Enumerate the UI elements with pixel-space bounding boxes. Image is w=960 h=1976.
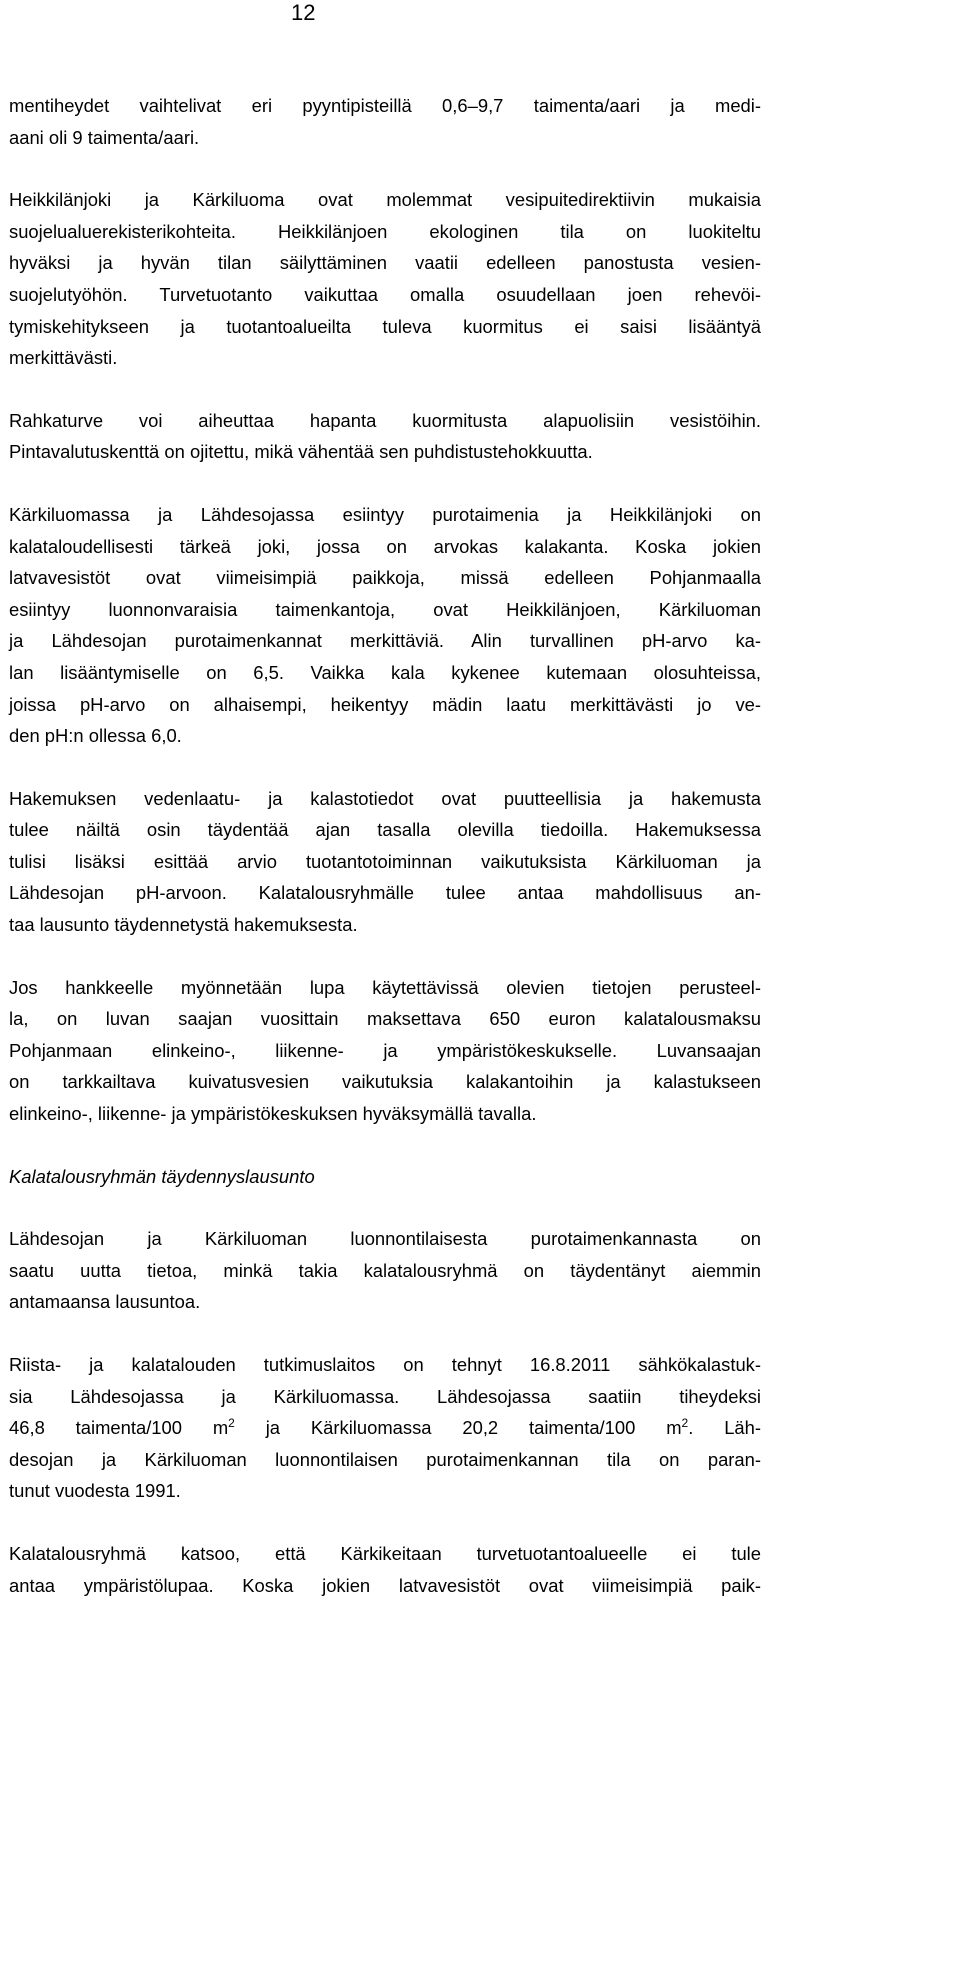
paragraph [9, 499, 761, 752]
text-line: antaa ympäristölupaa. Koska jokien latvavesistöt ovat viimeisimpiä paik- [9, 1574, 761, 1596]
text-line [9, 1412, 761, 1444]
text-line: Riista- ja kalatalouden tutkimuslaitos on tehnyt 16.8.2011 sähkökalastuk- [9, 1354, 761, 1375]
page-number: 12 [291, 0, 316, 25]
superscript: 2 [681, 1416, 689, 1431]
text-line: suojelualuerekisterikohteita. Heikkilänjoen ekologinen tila on luokiteltu [9, 220, 761, 242]
text-line: mentiheydet vaihtelivat eri pyyntipisteillä 0,6–9,7 taimenta/aari ja medi- [9, 95, 761, 116]
text-line: Rahkaturve voi aiheuttaa hapanta kuormitusta alapuolisiin vesistöihin. [9, 409, 761, 431]
text-line: tulisi lisäksi esittää arvio tuotantotoiminnan vaikutuksista Kärkiluoman ja [9, 850, 761, 872]
paragraph [9, 405, 761, 468]
text-line: aani oli 9 taimenta/aari. [9, 126, 200, 148]
text-segment: ja Kärkiluomassa 20,2 taimenta/100 m [234, 1417, 682, 1439]
text-line: Hakemuksen vedenlaatu- ja kalastotiedot ovat puutteellisia ja hakemusta [9, 787, 761, 809]
text-line: Jos hankkeelle myönnetään lupa käytettävissä olevien tietojen perusteel- [9, 976, 761, 998]
paragraph [9, 1349, 761, 1507]
text-line: Heikkilänjoki ja Kärkiluoma ovat molemmat vesipuitedirektiivin mukaisia [9, 189, 761, 211]
text-segment: 46,8 taimenta/100 m [9, 1417, 229, 1439]
text-line: on tarkkailtava kuivatusvesien vaikutuksia kalakantoihin ja kalastukseen [9, 1071, 761, 1093]
text-line: tulee näiltä osin täydentää ajan tasalla olevilla tiedoilla. Hakemuksessa [9, 819, 761, 841]
text-line: desojan ja Kärkiluoman luonnontilaisen purotaimenkannan tila on paran- [9, 1448, 761, 1470]
text-line: suojelutyöhön. Turvetuotanto vaikuttaa omalla osuudellaan joen rehevöi- [9, 283, 761, 305]
text-line: antamaansa lausuntoa. [9, 1291, 201, 1313]
text-line: la, on luvan saajan vuosittain maksettava 650 euron kalatalousmaksu [9, 1008, 761, 1030]
text-line: merkittävästi. [9, 347, 118, 369]
text-line: joissa pH-arvo on alhaisempi, heikentyy mädin laatu merkittävästi jo ve- [9, 693, 761, 715]
text-line: sia Lähdesojassa ja Kärkiluomassa. Lähdesojassa saatiin tiheydeksi [9, 1385, 761, 1407]
text-line: den pH:n ollessa 6,0. [9, 725, 182, 747]
text-line: Pintavalutuskenttä on ojitettu, mikä vähentää sen puhdistustehokkuutta. [9, 441, 593, 463]
text-line: lan lisääntymiselle on 6,5. Vaikka kala kykenee kutemaan olosuhteissa, [9, 661, 761, 683]
text-line: Pohjanmaan elinkeino-, liikenne- ja ympäristökeskukselle. Luvansaajan [9, 1039, 761, 1061]
text-line: latvavesistöt ovat viimeisimpiä paikkoja, missä edelleen Pohjanmaalla [9, 567, 761, 589]
text-segment: . Läh- [688, 1417, 761, 1439]
text-line: ja Lähdesojan purotaimenkannat merkittäviä. Alin turvallinen pH-arvo ka- [9, 630, 761, 652]
text-line: esiintyy luonnonvaraisia taimenkantoja, ovat Heikkilänjoen, Kärkiluoman [9, 598, 761, 620]
superscript: 2 [228, 1416, 235, 1431]
text-line: Lähdesojan pH-arvoon. Kalatalousryhmälle tulee antaa mahdollisuus an- [9, 882, 761, 904]
paragraph [9, 90, 761, 153]
text-line: Lähdesojan ja Kärkiluoman luonnontilaisesta purotaimenkannasta on [9, 1228, 761, 1250]
text-line: kalataloudellisesti tärkeä joki, jossa on arvokas kalakanta. Koska jokien [9, 535, 761, 557]
text-line: Kalatalousryhmä katsoo, että Kärkikeitaan turvetuotantoalueelle ei tule [9, 1542, 761, 1564]
paragraph [9, 972, 761, 1130]
section-heading: Kalatalousryhmän täydennyslausunto [9, 1165, 315, 1187]
paragraph [9, 1538, 761, 1601]
text-line: elinkeino-, liikenne- ja ympäristökeskuksen hyväksymällä tavalla. [9, 1103, 537, 1125]
text-line: saatu uutta tietoa, minkä takia kalatalousryhmä on täydentänyt aiemmin [9, 1259, 761, 1281]
paragraph [9, 1223, 761, 1318]
text-line: Kärkiluomassa ja Lähdesojassa esiintyy purotaimenia ja Heikkilänjoki on [9, 503, 761, 525]
text-line: tymiskehitykseen ja tuotantoalueilta tuleva kuormitus ei saisi lisääntyä [9, 315, 761, 337]
paragraph [9, 184, 761, 374]
document-body [9, 90, 761, 1632]
text-line: taa lausunto täydennetystä hakemuksesta. [9, 914, 358, 936]
text-line: tunut vuodesta 1991. [9, 1480, 181, 1502]
paragraph [9, 783, 761, 941]
text-line: hyväksi ja hyvän tilan säilyttäminen vaatii edelleen panostusta vesien- [9, 252, 761, 274]
